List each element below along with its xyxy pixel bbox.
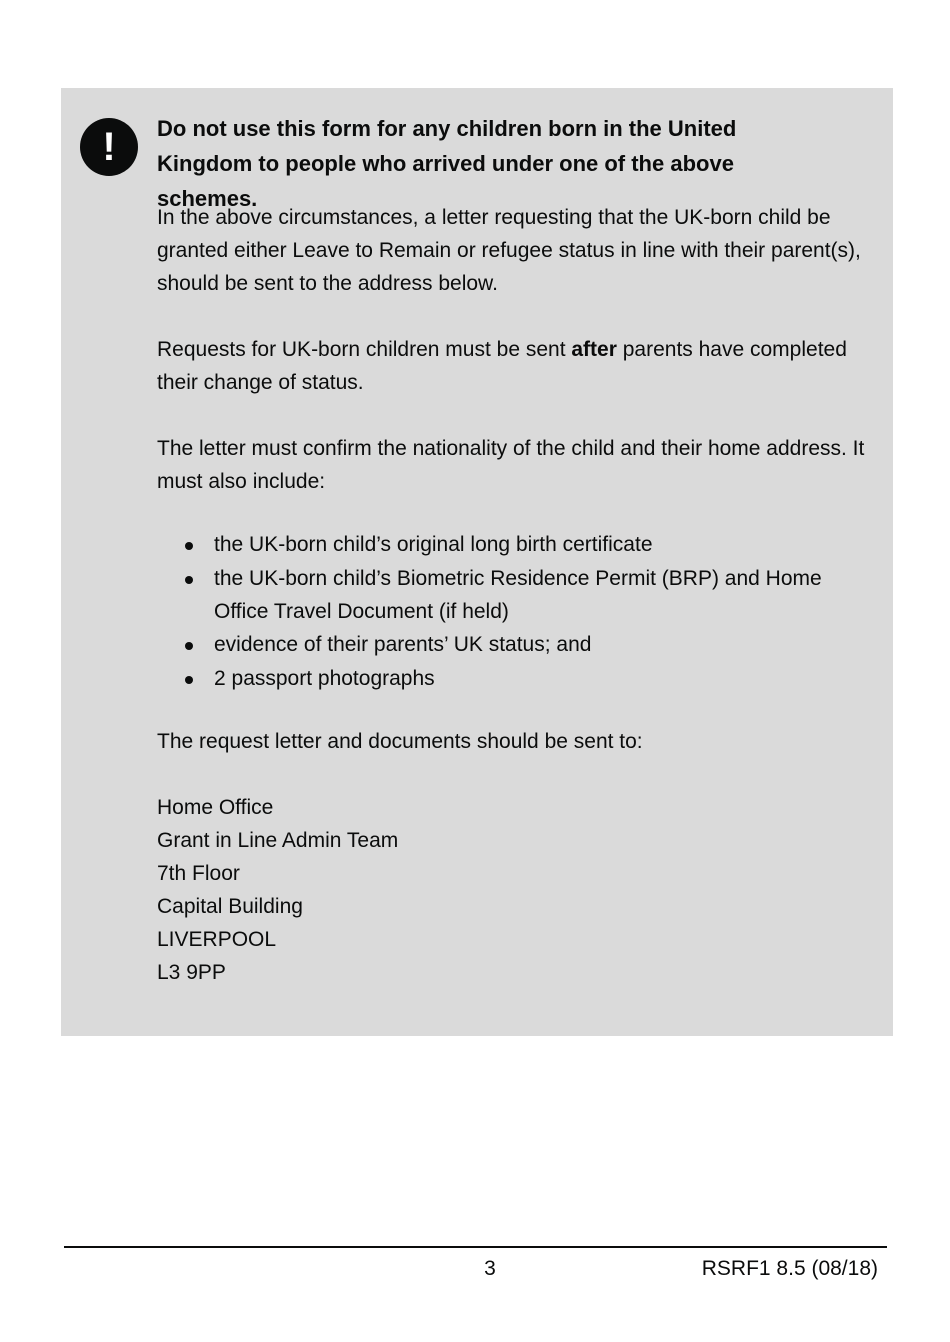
form-reference: RSRF1 8.5 (08/18) [701, 1257, 878, 1280]
address-line: LIVERPOOL [157, 927, 277, 951]
address-line: 7th Floor [157, 861, 240, 885]
requirements-list [157, 528, 872, 695]
exclamation-icon: ! [80, 118, 138, 176]
address-line: Grant in Line Admin Team [157, 828, 399, 852]
footer-divider [64, 1246, 887, 1248]
list-item: 2 passport photographs [214, 662, 872, 695]
timing-text-end: parents have completed their change of status. [157, 338, 847, 394]
timing-text-start: Requests for UK-born children must be sent [157, 338, 572, 361]
address-line: Capital Building [157, 894, 303, 918]
list-item: the UK-born child’s Biometric Residence Permit (BRP) and Home Office Travel Document (if held) [214, 562, 872, 628]
list-item: the UK-born child’s original long birth certificate [214, 528, 872, 561]
page-number: 3 [484, 1257, 496, 1280]
postal-address [157, 791, 872, 989]
warning-heading: Do not use this form for any children born in the United Kingdom to people who arrived under one of the above schemes. [157, 116, 737, 211]
timing-emphasis: after [571, 338, 617, 361]
address-line: Home Office [157, 795, 274, 819]
list-item: evidence of their parents’ UK status; and [214, 628, 872, 661]
timing-paragraph [157, 333, 872, 399]
panel-content [157, 201, 872, 989]
circumstances-paragraph: In the above circumstances, a letter requesting that the UK-born child be granted either Leave to Remain or refugee status in line with their parent(s), should be sent to the address below. [157, 206, 861, 295]
address-line: L3 9PP [157, 960, 226, 984]
send-to-paragraph: The request letter and documents should be sent to: [157, 729, 643, 753]
letter-requirements-paragraph: The letter must confirm the nationality of the child and their home address. It must also include: [157, 437, 865, 493]
